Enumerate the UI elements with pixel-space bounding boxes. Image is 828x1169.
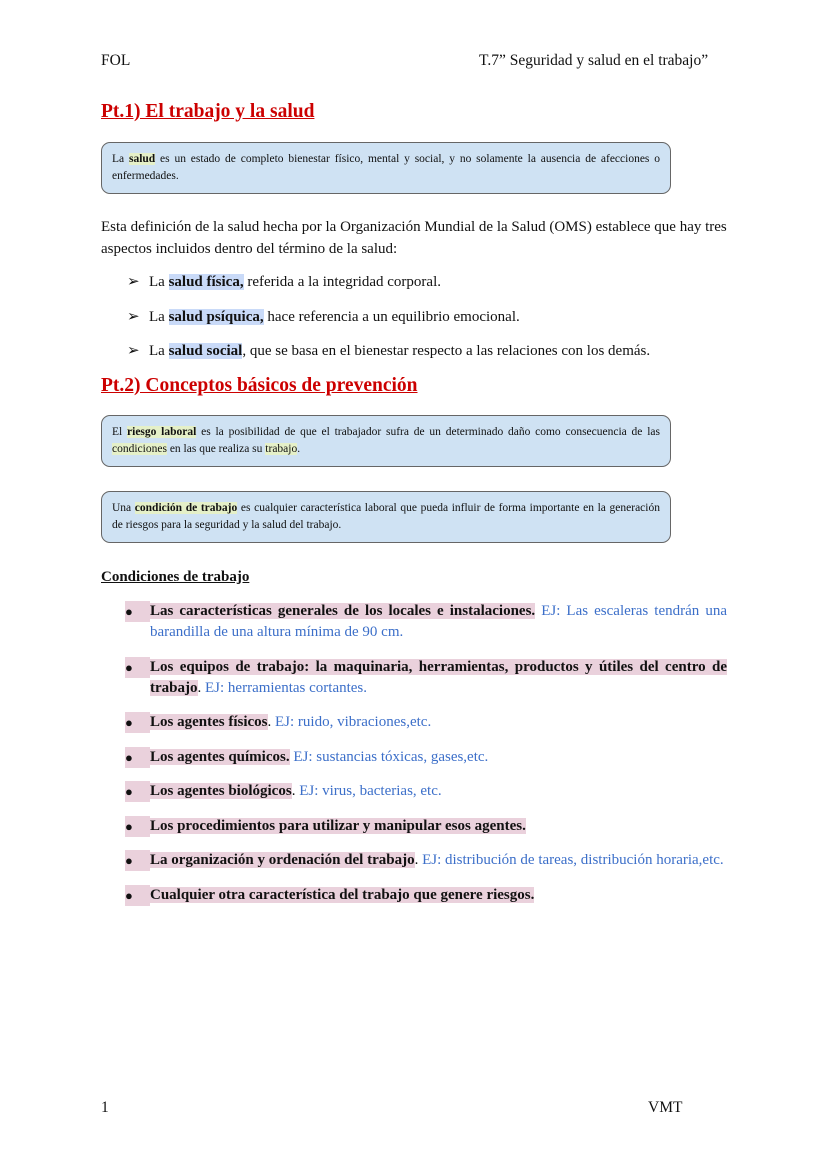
condition-example: EJ: sustancias tóxicas, gases,etc.	[293, 748, 489, 765]
definition-box-salud	[101, 142, 671, 194]
item-text: La	[149, 308, 169, 325]
bullet-icon: ●	[125, 816, 150, 837]
item-text: La	[149, 274, 169, 290]
condition-example: EJ: herramientas cortantes.	[205, 679, 368, 696]
arrow-bullet-icon: ➢	[127, 308, 140, 325]
box-text: es cualquier característica laboral que pueda influir de forma importante en la generación de riesgos para la seguridad y la salud del trabajo.	[112, 502, 660, 531]
item-text: La	[149, 343, 169, 359]
box-text: .	[297, 443, 301, 455]
health-aspects-list	[127, 271, 650, 375]
separator: .	[414, 852, 423, 868]
separator: .	[197, 679, 205, 696]
bullet-icon: ●	[125, 601, 150, 622]
arrow-bullet-icon: ➢	[127, 343, 140, 359]
box-text: en las que realiza su	[166, 443, 266, 455]
box-term: condición de trabajo	[134, 502, 238, 514]
item-term: salud física,	[168, 274, 244, 290]
item-term: salud social	[168, 343, 243, 359]
condition-title: Los agentes químicos.	[150, 748, 290, 765]
bullet-icon: ●	[125, 850, 150, 871]
box-text: es la posibilidad de que el trabajador sufra de un determinado daño como consecuencia de las	[196, 426, 660, 438]
conditions-subtitle: Condiciones de trabajo	[101, 569, 250, 585]
condition-example: EJ: distribución de tareas, distribución horaria,etc.	[422, 852, 724, 868]
condition-title: Los agentes físicos	[150, 714, 268, 730]
list-item	[122, 712, 727, 733]
bullet-icon: ●	[125, 712, 150, 733]
header-right: T.7” Seguridad y salud en el trabajo”	[479, 52, 709, 69]
item-text: , que se basa en el bienestar respecto a las relaciones con los demás.	[242, 343, 651, 359]
list-item	[122, 781, 727, 802]
list-item	[122, 816, 727, 837]
condition-example: EJ: ruido, vibraciones,etc.	[275, 714, 432, 730]
arrow-bullet-icon: ➢	[127, 274, 140, 290]
list-item	[122, 885, 727, 906]
page-number: 1	[101, 1099, 109, 1116]
box-term: salud	[128, 153, 156, 165]
list-item	[127, 271, 650, 306]
list-item	[122, 850, 727, 871]
bullet-icon: ●	[125, 747, 150, 768]
list-item	[122, 747, 727, 768]
box-text: La	[112, 153, 129, 165]
condition-title: Las características generales de los locales e instalaciones.	[150, 603, 536, 619]
list-item	[122, 601, 727, 643]
footer-author: VMT	[648, 1099, 683, 1116]
box-text: es un estado de completo bienestar físico, mental y social, y no solamente la ausencia de afecciones o enfermedades.	[112, 153, 660, 182]
section-1-title: Pt.1) El trabajo y la salud	[101, 101, 315, 122]
bullet-icon: ●	[125, 885, 150, 906]
condition-title: Cualquier otra característica del trabajo que genere riesgos.	[150, 886, 535, 903]
conditions-list	[122, 601, 727, 919]
item-text: hace referencia a un equilibrio emocional.	[263, 308, 520, 325]
oms-paragraph: Esta definición de la salud hecha por la Organización Mundial de la Salud (OMS) establece que hay tres aspectos incluidos dentro del término de la salud:	[101, 219, 727, 257]
box-term: condiciones	[112, 443, 167, 455]
box-term: trabajo	[265, 443, 298, 455]
condition-title: Los agentes biológicos	[150, 783, 292, 799]
item-term: salud psíquica,	[168, 308, 264, 325]
separator: .	[267, 714, 275, 730]
box-text: Una	[112, 502, 135, 514]
separator: .	[291, 783, 300, 799]
bullet-icon: ●	[125, 657, 150, 678]
box-text: El	[112, 426, 128, 438]
condition-title: Los procedimientos para utilizar y manipular esos agentes.	[150, 817, 526, 834]
bullet-icon: ●	[125, 781, 150, 802]
list-item	[127, 306, 650, 341]
list-item	[127, 340, 650, 375]
condition-title: Los equipos de trabajo: la maquinaria, herramientas, productos y útiles del centro de trabajo	[150, 658, 727, 696]
condition-title: La organización y ordenación del trabajo	[150, 852, 415, 868]
box-term: riesgo laboral	[127, 426, 197, 438]
header-left: FOL	[101, 52, 131, 69]
definition-box-riesgo	[101, 415, 671, 467]
section-2-title: Pt.2) Conceptos básicos de prevención	[101, 375, 418, 396]
condition-example: EJ: Las escaleras tendrán una barandilla de una altura mínima de 90 cm.	[150, 603, 727, 640]
list-item	[122, 657, 727, 699]
condition-example: EJ: virus, bacterias, etc.	[299, 783, 442, 799]
item-text: referida a la integridad corporal.	[243, 274, 441, 290]
definition-box-condicion	[101, 491, 671, 543]
